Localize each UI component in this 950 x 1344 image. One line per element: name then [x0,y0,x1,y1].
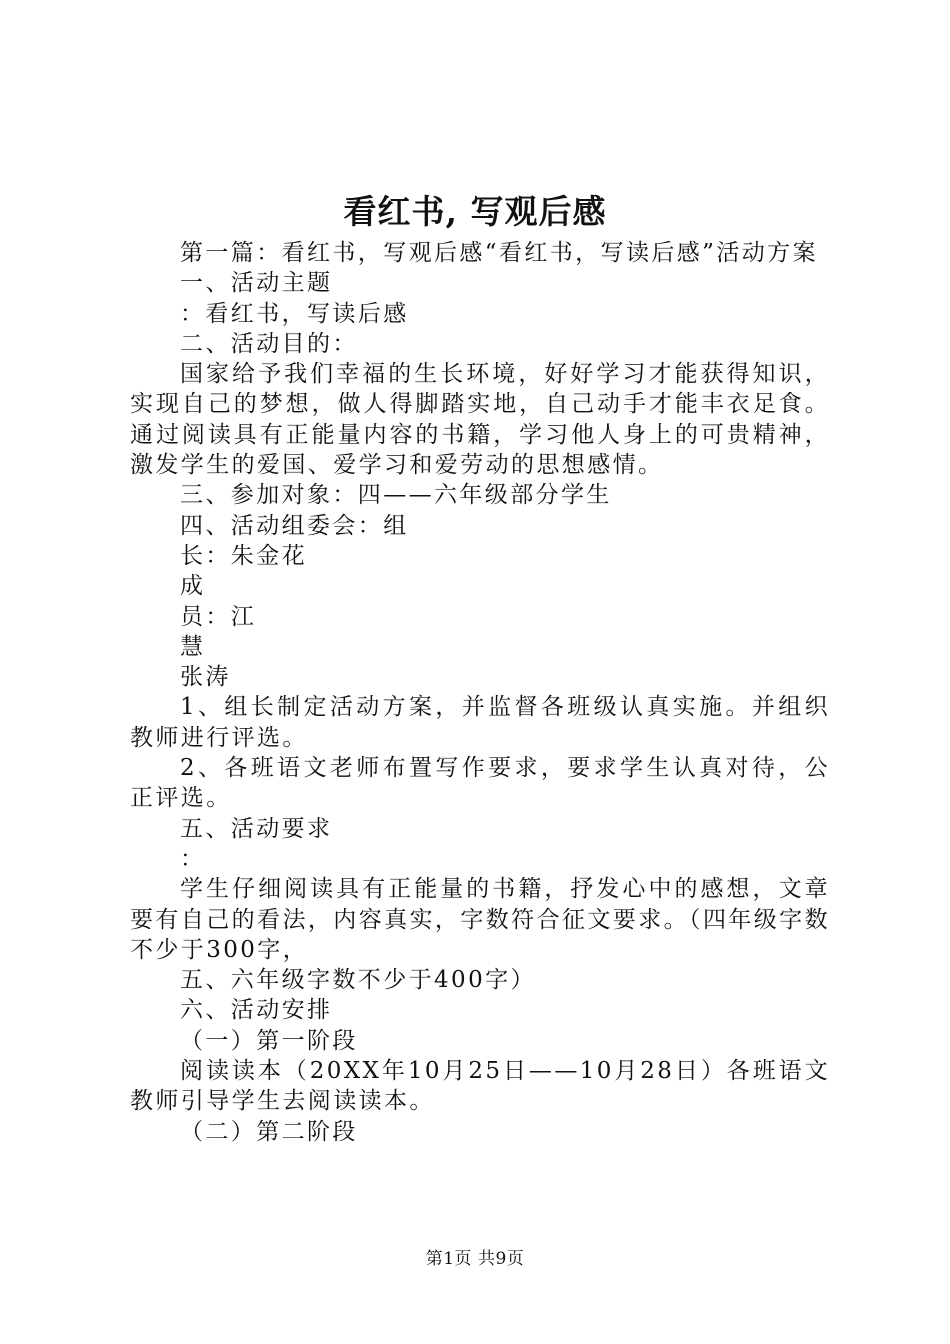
paragraph: 长：朱金花 [180,542,307,569]
page-footer: 第1页 共9页 [425,1249,525,1269]
paragraph: 四、活动组委会：组 [180,512,409,539]
paragraph: 五、活动要求 [180,815,333,842]
paragraph: ：看红书，写读后感 [180,300,409,327]
paragraph: ： [180,845,206,872]
paragraph: 2、各班语文老师布置写作要求，要求学生认真对待，公正评选。 [130,755,830,812]
paragraph: （二）第二阶段 [180,1118,358,1145]
paragraph: 国家给予我们幸福的生长环境，好好学习才能获得知识，实现自己的梦想，做人得脚踏实地，自己动手才能丰衣足食。通过阅读具有正能量内容的书籍，学习他人身上的可贵精神，激发学生的爱国、爱学习和爱劳动的思想感情。 [130,361,830,479]
paragraph: （一）第一阶段 [180,1027,358,1054]
paragraph: 慧 [180,633,206,660]
paragraph: 张涛 [180,664,231,691]
paragraph: 一、活动主题 [180,270,333,297]
document-title: 看红书, 写观后感 [343,192,607,231]
paragraph: 第一篇：看红书，写观后感“看红书，写读后感”活动方案 [180,240,818,266]
document-body [130,238,830,1147]
paragraph: 六、活动安排 [180,997,333,1024]
paragraph: 1、组长制定活动方案，并监督各班级认真实施。并组织教师进行评选。 [130,694,830,751]
paragraph: 阅读读本（20XX年10月25日——10月28日）各班语文教师引导学生去阅读读本。 [130,1058,830,1115]
paragraph: 学生仔细阅读具有正能量的书籍，抒发心中的感想，文章要有自己的看法，内容真实，字数符合征文要求。（四年级字数不少于300字， [130,876,830,963]
paragraph: 五、六年级字数不少于400字） [180,967,536,994]
paragraph: 三、参加对象：四——六年级部分学生 [180,482,612,509]
paragraph: 成 [180,573,206,600]
paragraph: 二、活动目的： [180,330,358,357]
paragraph: 员：江 [180,603,257,630]
